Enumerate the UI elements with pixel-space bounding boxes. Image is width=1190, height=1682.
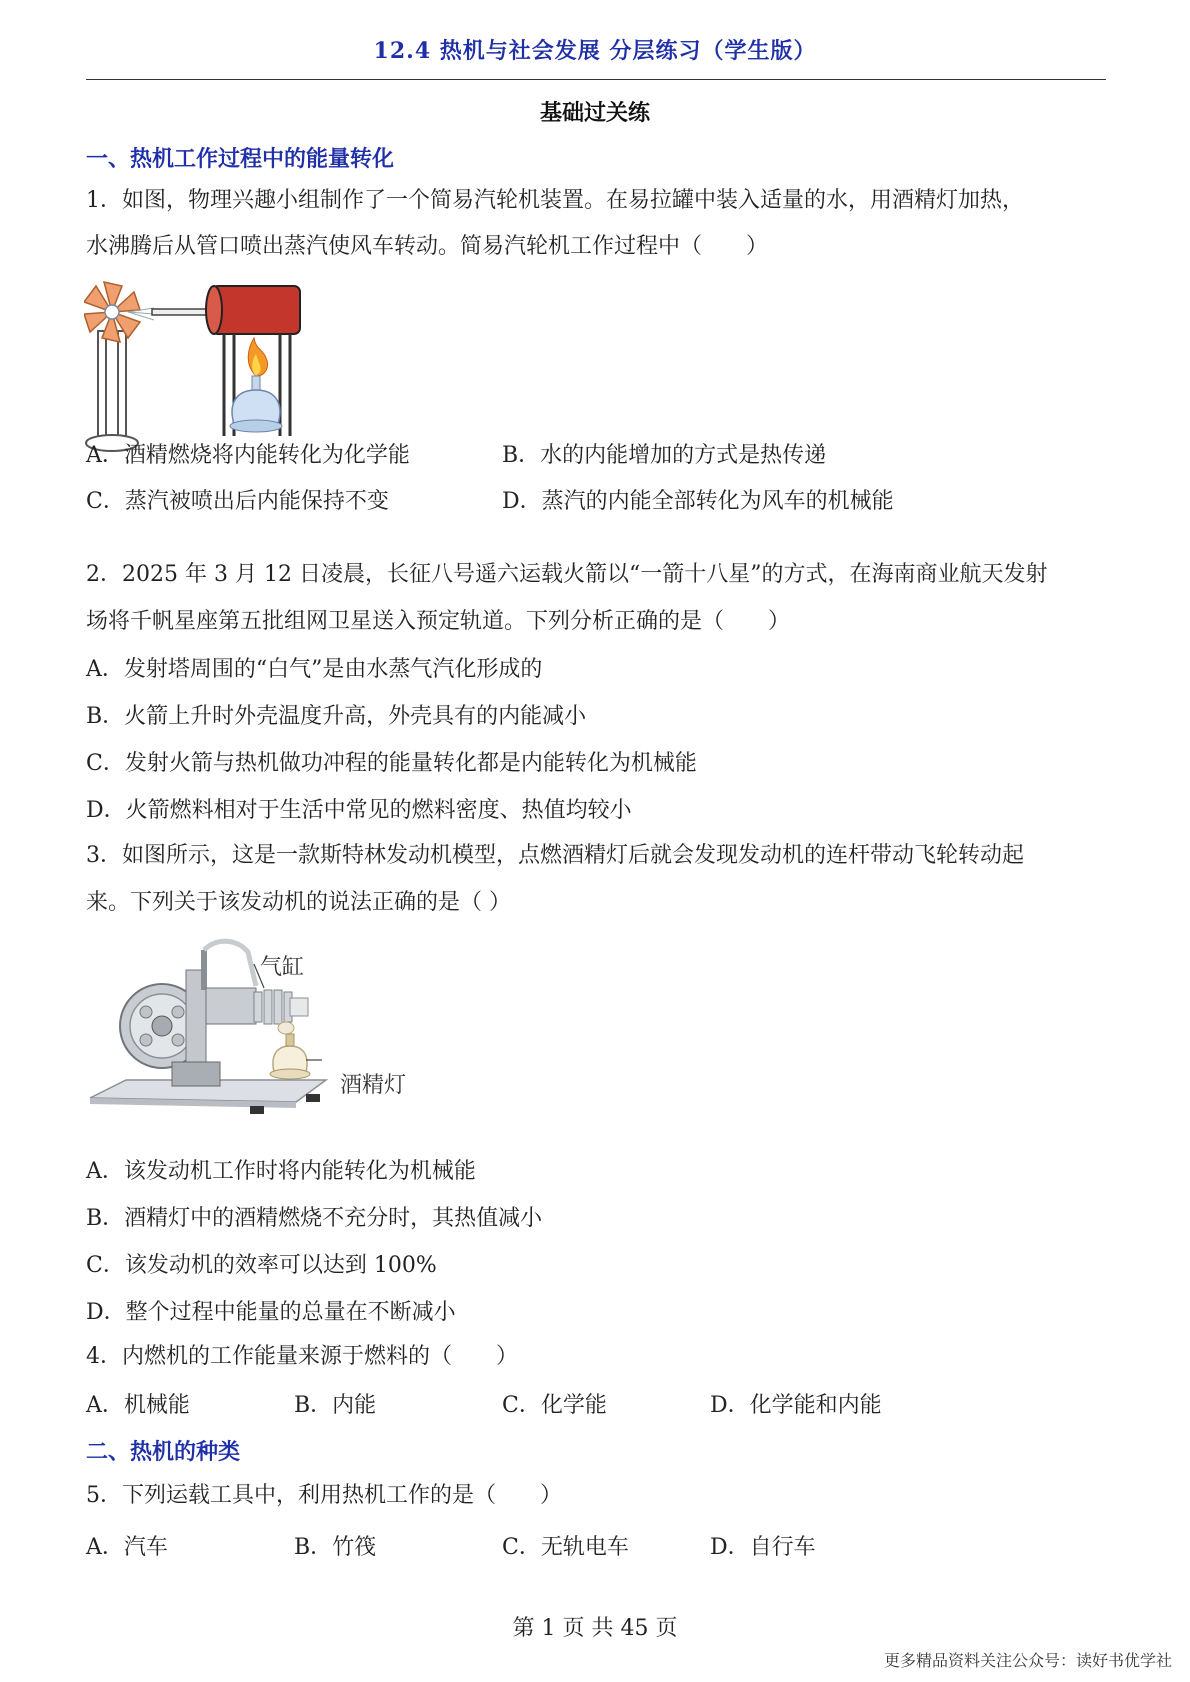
q1-line-1: 1．如图，物理兴趣小组制作了一个简易汽轮机装置。在易拉罐中装入适量的水，用酒精灯加热， [86, 188, 1025, 213]
q3-line-2: 来。下列关于该发动机的说法正确的是（ ） [86, 890, 511, 915]
q4-option-b: B．内能 [294, 1393, 377, 1418]
q4-option-a: A．机械能 [86, 1393, 190, 1418]
q3-option-c: C．该发动机的效率可以达到 100% [86, 1253, 437, 1278]
q5-option-b: B．竹筏 [294, 1535, 377, 1560]
footer-note: 更多精品资料关注公众号：读好书优学社 [883, 1651, 1172, 1670]
subtitle: 基础过关练 [539, 100, 650, 126]
q2-option-d: D．火箭燃料相对于生活中常见的燃料密度、热值均较小 [86, 798, 632, 823]
q1-line-2: 水沸腾后从管口喷出蒸汽使风车转动。简易汽轮机工作过程中（ ） [86, 234, 769, 259]
q3-line-1: 3．如图所示，这是一款斯特林发动机模型，点燃酒精灯后就会发现发动机的连杆带动飞轮转动起 [86, 843, 1025, 868]
page-number: 第 1 页 共 45 页 [512, 1616, 678, 1641]
section-heading-1: 一、热机工作过程中的能量转化 [86, 146, 395, 172]
q1-option-c: C．蒸汽被喷出后内能保持不变 [86, 489, 389, 514]
q2-option-a: A．发射塔周围的“白气”是由水蒸气汽化形成的 [86, 657, 543, 682]
q5-option-d: D．自行车 [710, 1535, 816, 1560]
q2-line-2: 场将千帆星座第五批组网卫星送入预定轨道。下列分析正确的是（ ） [86, 609, 791, 634]
figure-label-cylinder: 气缸 [260, 955, 305, 980]
q4-line-1: 4．内燃机的工作能量来源于燃料的（ ） [86, 1344, 518, 1369]
q4-option-d: D．化学能和内能 [710, 1393, 882, 1418]
stirling-engine-figure [86, 930, 426, 1140]
q2-line-1: 2．2025 年 3 月 12 日凌晨，长征八号遥六运载火箭以“一箭十八星”的方式，在海南商业航天发射 [86, 562, 1048, 587]
section-heading-2: 二、热机的种类 [86, 1439, 241, 1465]
document-title: 12.4 热机与社会发展 分层练习（学生版） [373, 38, 817, 64]
steam-turbine-figure [84, 276, 324, 456]
q1-option-d: D．蒸汽的内能全部转化为风车的机械能 [502, 489, 894, 514]
q1-option-a: A．酒精燃烧将内能转化为化学能 [86, 443, 410, 468]
q3-option-a: A．该发动机工作时将内能转化为机械能 [86, 1159, 476, 1184]
q2-option-b: B．火箭上升时外壳温度升高，外壳具有的内能减小 [86, 704, 587, 729]
q2-option-c: C．发射火箭与热机做功冲程的能量转化都是内能转化为机械能 [86, 751, 697, 776]
q3-option-b: B．酒精灯中的酒精燃烧不充分时，其热值减小 [86, 1206, 543, 1231]
figure-label-alcohol-lamp: 酒精灯 [340, 1073, 407, 1098]
q5-option-c: C．无轨电车 [502, 1535, 629, 1560]
header-divider [86, 79, 1106, 80]
q5-option-a: A．汽车 [86, 1535, 168, 1560]
q1-option-b: B．水的内能增加的方式是热传递 [502, 443, 827, 468]
q5-line-1: 5．下列运载工具中，利用热机工作的是（ ） [86, 1483, 562, 1508]
q4-option-c: C．化学能 [502, 1393, 607, 1418]
q3-option-d: D．整个过程中能量的总量在不断减小 [86, 1300, 456, 1325]
